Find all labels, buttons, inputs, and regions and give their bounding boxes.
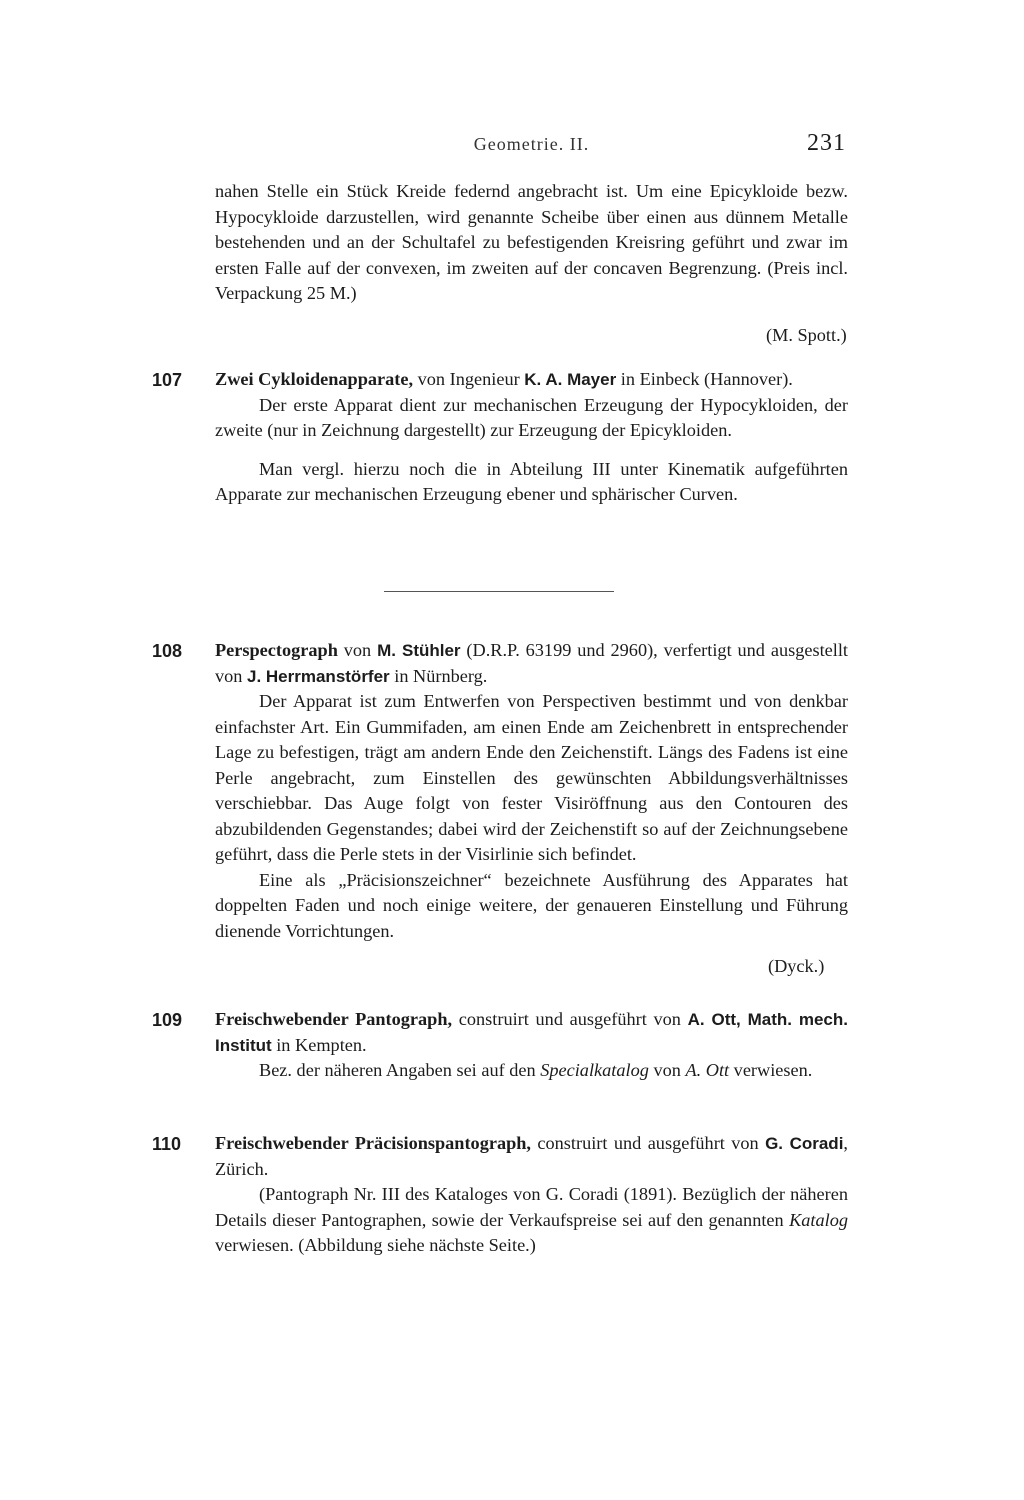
running-title: Geometrie. II. (473, 134, 590, 154)
entry-108-paragraph-1: Der Apparat ist zum Entwerfen von Perspectiven bestimmt und von denkbar einfachster Art. Ein Gummifaden, am einen Ende am Zeichenbrett in entsprechender Lage zu befestigen, trägt am andern Ende den Zeichenstift. Längs des Fadens ist eine Perle angebracht, zum Einstellen des gewünschten Abbildungsverhältnisses verschiebbar. Das Auge folgt von fester Visiröffnung aus den Contouren des abzubildenden Gegenstandes; dabei wird der Zeichenstift so auf der Zeichnungsebene geführt, dass die Perle stets in der Visirlinie sich befindet. (215, 691, 848, 864)
entry-107-paragraph-2: Man vergl. hierzu noch die in Abteilung III unter Kinematik aufgeführten Apparate zur mechanischen Erzeugung ebener und sphärischer Curven. (215, 458, 848, 504)
entry-109-maker: A. Ott, Math. mech. Institut (215, 1010, 848, 1055)
entry-110-paragraph-1 (215, 1182, 848, 1259)
entry-107-heading-text-2: in Einbeck (Hannover). (616, 369, 793, 389)
entry-108-heading-text-1: von (337, 640, 378, 660)
intro-paragraph (215, 179, 848, 307)
page-number: 231 (807, 130, 846, 156)
entry-109-heading-text-2: in Kempten. (271, 1034, 367, 1055)
entry-110 (215, 1131, 848, 1259)
entry-109-author-ref: A. Ott (685, 1060, 730, 1080)
intro-text: nahen Stelle ein Stück Kreide federnd angebracht ist. Um eine Epicykloide bezw. Hypocykloide darzustellen, wird genannte Scheibe über einen aus dünnem Metalle bestehenden und an der Schultafel zu befestigenden Kreisring geführt und zwar im ersten Falle auf der convexen, im zweiten auf der concaven Begrenzung. (Preis incl. Verpackung 25 M.) (215, 181, 848, 303)
entry-110-number: 110 (152, 1134, 182, 1154)
intro-signature: (M. Spott.) (766, 325, 847, 345)
entry-109-number: 109 (152, 1010, 183, 1030)
entry-110-title: Freischwebender Präcisionspantograph, (215, 1133, 532, 1153)
entry-109-paragraph-1 (215, 1058, 848, 1084)
entry-110-maker: G. Coradi (765, 1134, 844, 1153)
section-divider (384, 591, 614, 592)
entry-109-p1-text-a: Bez. der näheren Angaben sei auf den (259, 1060, 541, 1080)
entry-108-exhibitor: J. Herrmanstörfer (247, 666, 390, 686)
entry-108 (215, 638, 848, 944)
entry-110-p1-text-b: verwiesen. (Abbildung siehe nächste Seite.) (215, 1235, 536, 1255)
entry-110-p1-text-a: (Pantograph Nr. III des Kataloges von G. Coradi (1891). Bezüglich der näheren Details dieser Pantographen, sowie der Verkaufspreise sei auf den genannten (215, 1184, 848, 1230)
entry-109-heading-text-1: construirt und ausgeführt von (452, 1009, 688, 1029)
entry-108-heading (215, 638, 848, 689)
entry-110-heading (215, 1131, 848, 1182)
entry-108-number: 108 (152, 641, 183, 661)
entry-107-maker: K. A. Mayer (524, 370, 617, 389)
entry-108-heading-text-2: (D.R.P. 63199 und 2960), verfertigt und ausgestellt von (215, 640, 848, 686)
page-header (215, 130, 848, 164)
entry-109-p1-text-c: verwiesen. (729, 1060, 813, 1080)
entry-107-number: 107 (152, 370, 183, 390)
entry-107-heading (215, 367, 848, 393)
entry-110-heading-text-1: construirt und ausgeführt von (531, 1133, 766, 1153)
entry-107-heading-text-1: von Ingenieur (413, 369, 525, 389)
entry-110-heading-text-2: , Zürich. (215, 1133, 848, 1179)
entry-107 (215, 367, 848, 508)
entry-107-title: Zwei Cykloidenapparate, (215, 369, 414, 389)
entry-109-catalog-ref: Specialkatalog (540, 1060, 649, 1080)
entry-109 (215, 1007, 848, 1084)
entry-108-paragraph-2: Eine als „Präcisionszeichner“ bezeichnete Ausführung des Apparates hat doppelten Faden und noch einige weitere, der genaueren Einstellung und Führung dienende Vorrichtungen. (215, 869, 848, 941)
entry-109-heading (215, 1007, 848, 1058)
entry-108-maker: M. Stühler (377, 641, 461, 660)
entry-108-heading-text-3: in Nürnberg. (389, 665, 488, 686)
entry-108-signature: (Dyck.) (768, 956, 825, 976)
entry-110-catalog-ref: Katalog (789, 1209, 848, 1230)
entry-107-paragraph-1: Der erste Apparat dient zur mechanischen Erzeugung der Hypocykloiden, der zweite (nur in Zeichnung dargestellt) zur Erzeugung der Epicykloiden. (215, 394, 848, 440)
entry-109-p1-text-b: von (648, 1060, 686, 1080)
entry-108-title: Perspectograph (215, 640, 338, 660)
entry-109-title: Freischwebender Pantograph, (215, 1009, 453, 1029)
